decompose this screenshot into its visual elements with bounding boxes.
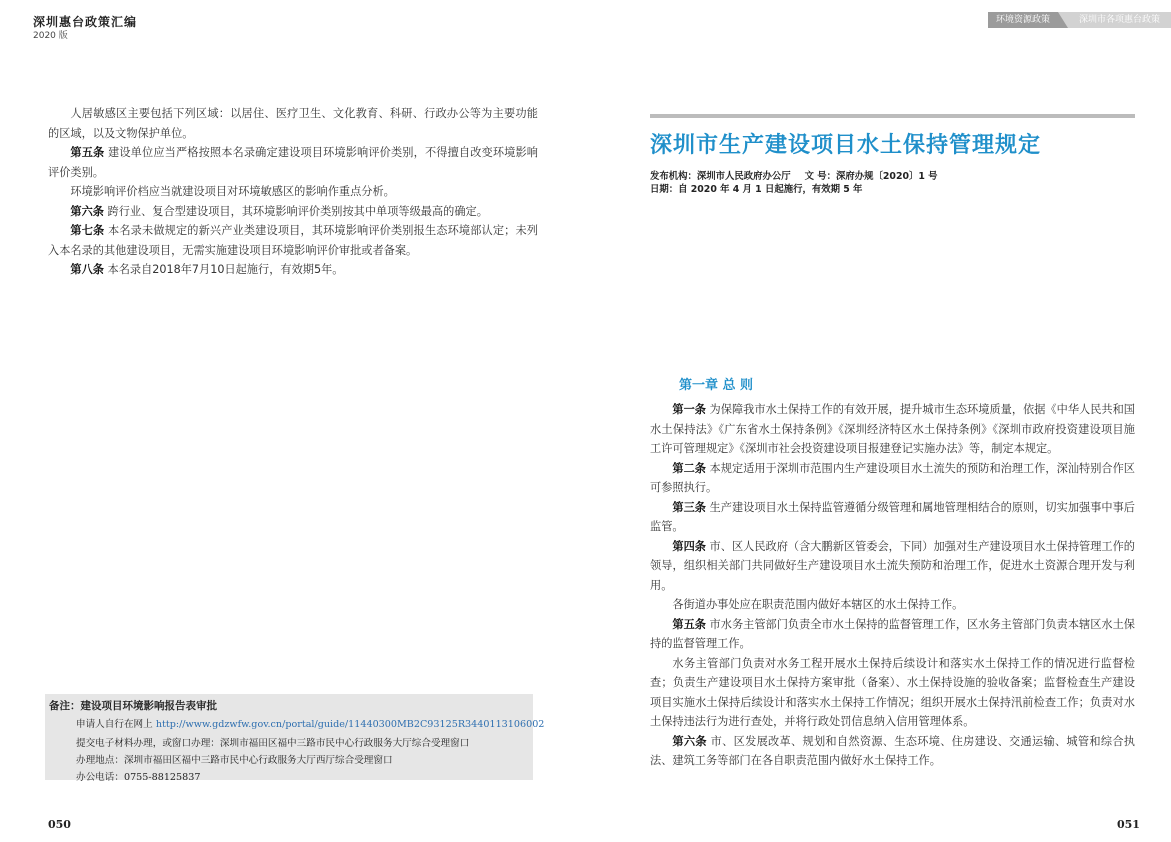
meta-publisher: 发布机构：深圳市人民政府办公厅 [650,171,791,182]
section-tabs [988,12,1171,28]
article-paragraph [650,615,1135,654]
chapter-heading: 第一章 总 则 [679,378,754,393]
note-apply-line [76,716,544,730]
article-text: 市、区人民政府（含大鹏新区管委会，下同）加强对生产建设项目水土保持管理工作的领导，组织相关部门共同做好生产建设项目水土流失预防和治理工作，促进水土资源合理开发与利用。 [650,539,1135,592]
article-text: 建设单位应当严格按照本名录确定建设项目环境影响评价类别，不得擅自改变环境影响评价类别。 [48,146,538,179]
article-text: 市、区发展改革、规划和自然资源、生态环境、住房建设、交通运输、城管和综合执法、建筑工务等部门在各自职责范围内做好水土保持工作。 [650,734,1135,767]
tab-shenzhen-policies: 深圳市各项惠台政策 [1068,12,1171,28]
left-body-text [48,104,538,280]
article-paragraph [650,537,1135,596]
article-text: 本名录自2018年7月10日起施行，有效期5年。 [103,263,344,276]
left-page [0,0,585,842]
note-title: 备注：建设项目环境影响报告表审批 [49,700,217,712]
article-text: 生产建设项目水土保持监管遵循分级管理和属地管理相结合的原则，切实加强事中事后监管。 [650,500,1135,533]
title-rule [650,114,1135,118]
right-body-text [650,400,1135,771]
article-text: 跨行业、复合型建设项目，其环境影响评价类别按其中单项等级最高的确定。 [103,204,488,218]
article-paragraph [650,400,1135,459]
article-text: 人居敏感区主要包括下列区域：以居住、医疗卫生、文化教育、科研、行政办公等为主要功能的区域，以及文物保护单位。 [48,107,538,140]
note-line-address: 办理地点：深圳市福田区福中三路市民中心行政服务大厅西厅综合受理窗口 [76,755,393,766]
note-line-submit: 提交电子材料办理，或窗口办理：深圳市福田区福中三路市民中心行政服务大厅综合受理窗口 [76,738,470,749]
article-paragraph [650,498,1135,537]
page-number-left: 050 [48,818,71,831]
article-text: 为保障我市水土保持工作的有效开展，提升城市生态环境质量，依据《中华人民共和国水土保持法》《广东省水土保持条例》《深圳经济特区水土保持条例》《深圳市政府投资建设项目施工许可管理规定》《深圳市社会投资建设项目报建登记实施办法》等，制定本规定。 [650,403,1135,455]
article-text: 本规定适用于深圳市范围内生产建设项目水土流失的预防和治理工作，深汕特别合作区可参照执行。 [650,461,1135,494]
meta-line-publisher [650,168,938,182]
article-label: 第一条 [672,403,706,416]
meta-doc-number: 文 号：深府办规〔2020〕1 号 [804,171,938,182]
article-text: 水务主管部门负责对水务工程开展水土保持后续设计和落实水土保持工作的情况进行监督检查；负责生产建设项目水土保持方案审批（备案）、水土保持设施的验收备案；监督检查生产建设项目实施水土保持后续设计和落实水土保持工作情况；组织开展水土保持汛前检查工作；负责对水土保持违法行为进行查处，并将行政处罚信息纳入信用管理体系。 [650,656,1135,728]
right-page [586,0,1171,842]
article-paragraph [650,732,1135,771]
tab-environment-policy: 环境资源政策 [988,12,1058,28]
note-line-phone: 办公电话：0755-88125837 [76,772,201,783]
note-apply-link[interactable]: http://www.gdzwfw.gov.cn/portal/guide/11440300MB2C93125R3440113106002 [155,719,545,730]
note-apply-prefix: 申请人自行在网上 [76,719,156,730]
article-paragraph [48,104,538,143]
article-label: 第六条 [70,204,104,218]
article-text: 市水务主管部门负责全市水土保持的监督管理工作，区水务主管部门负责本辖区水土保持的监督管理工作。 [650,617,1135,650]
running-header-title: 深圳惠台政策汇编 [33,15,138,29]
page-number-right: 051 [1117,818,1140,831]
running-header-year: 2020 版 [33,31,68,41]
article-label: 第六条 [672,734,707,748]
article-paragraph [48,221,538,260]
article-label: 第四条 [672,539,706,553]
article-paragraph [650,595,1135,615]
article-label: 第二条 [672,461,706,475]
article-label: 第七条 [70,224,105,237]
article-paragraph [48,143,538,182]
tab-separator [1058,12,1068,28]
article-paragraph [650,459,1135,498]
article-text: 环境影响评价档应当就建设项目对环境敏感区的影响作重点分析。 [70,185,395,198]
article-paragraph [48,182,538,202]
article-label: 第五条 [672,617,706,631]
meta-date: 日期：自 2020 年 4 月 1 日起施行，有效期 5 年 [650,184,863,195]
note-box [45,694,545,783]
article-paragraph [48,202,538,222]
article-text: 各街道办事处应在职责范围内做好本辖区的水土保持工作。 [672,598,964,611]
document-title: 深圳市生产建设项目水土保持管理规定 [650,133,1042,158]
article-label: 第五条 [70,146,105,159]
article-paragraph [650,654,1135,732]
article-text: 本名录未做规定的新兴产业类建设项目，其环境影响评价类别报生态环境部认定；未列入本名录的其他建设项目，无需实施建设项目环境影响评价审批或者备案。 [48,224,538,257]
article-label: 第八条 [70,263,104,276]
article-label: 第三条 [672,500,706,514]
article-paragraph [48,260,538,280]
